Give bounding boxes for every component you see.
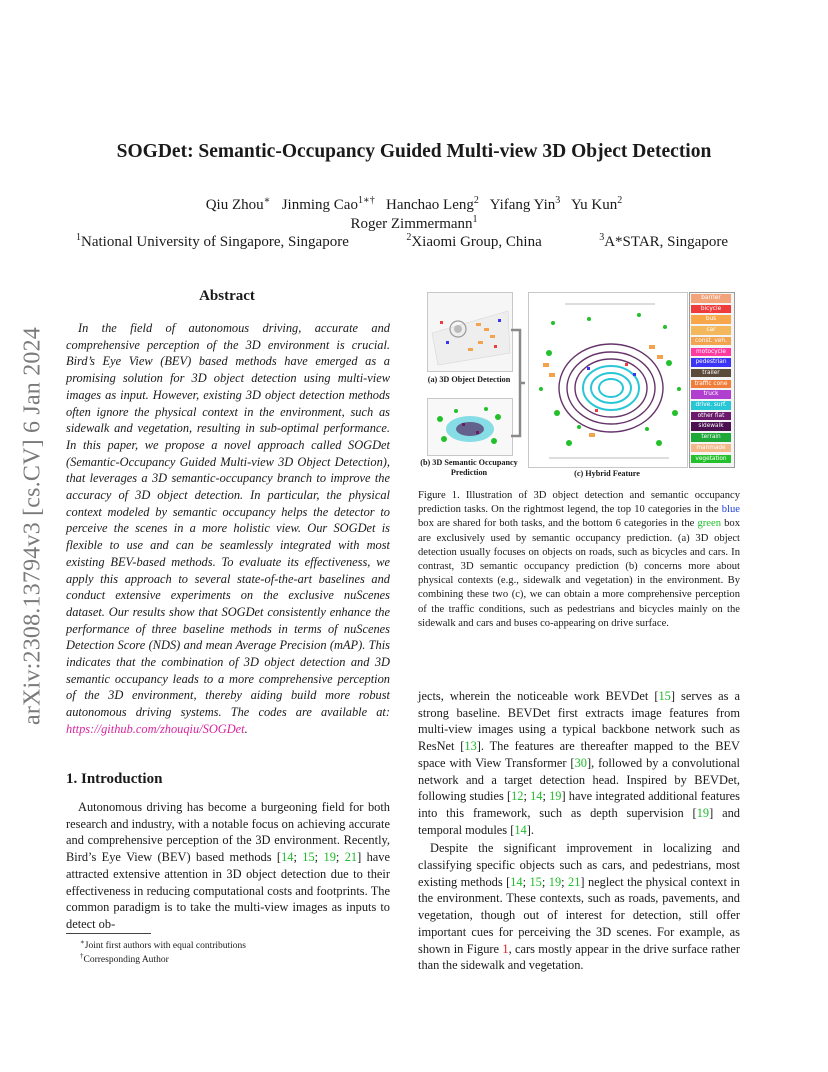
- author-mark: 2: [473, 195, 479, 206]
- author-name: Jinming Cao: [281, 197, 358, 213]
- abstract-body: [66, 320, 390, 738]
- caption-text: Figure 1. Illustration of 3D object detection and semantic occupancy prediction tasks. On the rightmost legend, the top 10 categories in the: [418, 490, 740, 516]
- caption-blue-word: blue: [721, 504, 740, 516]
- author-name: Yu Kun: [571, 197, 618, 213]
- legend-item-bicycle: bicycle: [691, 305, 731, 314]
- citation-link[interactable]: 19: [323, 850, 336, 865]
- citation-link[interactable]: 14: [281, 850, 294, 865]
- object-detection-render: [428, 293, 512, 371]
- arxiv-id: arXiv:2308.13794v3 [cs.CV] 6 Jan 2024: [19, 326, 46, 726]
- figure-panel-semantic-occupancy: [427, 398, 513, 456]
- legend-item-construction-vehicle: const. veh.: [691, 337, 731, 346]
- caption-text: box are exclusively used by semantic occupancy prediction. (a) 3D object detection usually focuses on objects on roads, such as bicycles and cars. In contrast, 3D semantic occupancy prediction (b) concerns more about physical contexts (e.g., sidewalk and vegetation) in the environment. By combining these two (c), we can obtain a more comprehensive perception of the traffic conditions, such as pedestrians and bicycles mainly on the sidewalk and cars and buses co-appearing on drive surface.: [418, 518, 740, 629]
- figure-label-c: (c) Hybrid Feature: [574, 469, 640, 478]
- intro-text: Autonomous driving has become a burgeoning field for both research and industry, with a notable focus on achieving accurate and comprehensive perception of the 3D environment. Recently, Bird’s Eye View (BEV) based methods [: [66, 800, 390, 865]
- hybrid-feature-render: [529, 293, 687, 467]
- legend-item-motorcycle: motocycle: [691, 348, 731, 357]
- citation-link[interactable]: 30: [574, 755, 587, 770]
- citation-link[interactable]: 14: [530, 789, 543, 804]
- affiliations: [76, 232, 728, 251]
- footnote-rule: [66, 933, 151, 934]
- authors-line-1: [60, 195, 768, 214]
- body-text: ].: [526, 822, 534, 837]
- citation-link[interactable]: 15: [302, 850, 315, 865]
- body-text: jects, wherein the noticeable work BEVDet [: [418, 689, 659, 703]
- footnote-text: Joint first authors with equal contributions: [84, 941, 246, 952]
- abstract-text: In the field of autonomous driving, accurate and comprehensive perception of the 3D environment is crucial. Bird’s Eye View (BEV) based methods have emerged as a promising solution for 3D object detection using multi-view images as input. However, existing 3D object detection methods often ignore the physical context in the environment, such as sidewalk and vegetation, resulting in sub-optimal performance. In this paper, we propose a novel approach called SOGDet (Semantic-Occupancy Guided Multi-view 3D Object Detection), that leverages a 3D semantic-occupancy branch to improve the accuracy of 3D object detection. In particular, the physical context modeled by semantic occupancy helps the detector to perceive the scenes in a more holistic view. Our SOGDet is flexible to use and can be seamlessly integrated with most existing BEV-based methods. To evaluate its effectiveness, we apply this approach to several state-of-the-art baselines and conduct extensive experiments on the exclusive nuScenes dataset. Our results show that SOGDet consistently enhance the performance of three baseline methods in terms of nuScenes Detection Score (NDS) and mean Average Precision (mAP). This indicates that the combination of 3D object detection and 3D semantic occupancy leads to a more comprehensive perception of the 3D environment, thereby aiding build more robust autonomous driving systems. The codes are available at:: [66, 321, 390, 720]
- footnote: [80, 938, 246, 951]
- footnote: [80, 952, 169, 965]
- affiliation-text: National University of Singapore, Singapore: [81, 234, 349, 250]
- citation-link[interactable]: 14: [514, 822, 527, 837]
- legend-item-vegetation: vegetation: [691, 455, 731, 464]
- citation-link[interactable]: 14: [510, 874, 523, 889]
- author-mark: 1: [472, 214, 478, 225]
- figure-caption: [418, 489, 740, 631]
- author-name: Qiu Zhou: [205, 197, 264, 213]
- author-mark: 3: [555, 195, 561, 206]
- affiliation-text: A*STAR, Singapore: [604, 234, 728, 250]
- citation-link[interactable]: 19: [696, 805, 710, 820]
- caption-green-word: green: [697, 518, 721, 530]
- section-heading-introduction: 1. Introduction: [66, 771, 163, 787]
- abstract-heading: Abstract: [199, 288, 255, 304]
- affiliation: [76, 232, 349, 251]
- body-text: ] neglect the physical context in the environment. These contexts, such as roads, pavements, and vegetation, though out of interest for detection, still offer important cues for perceiving the 3D scenes. For example, as shown in Figure: [418, 874, 740, 956]
- citation-link[interactable]: 19: [548, 874, 562, 889]
- affiliation: [406, 232, 541, 251]
- citation-link[interactable]: 12: [511, 789, 524, 804]
- author-name: Yifang Yin: [489, 197, 556, 213]
- affiliation: [599, 232, 728, 251]
- figure-panel-hybrid: [528, 292, 688, 468]
- legend-item-traffic-cone: traffic cone: [691, 380, 731, 389]
- body-text: ], followed by a convolutional network and a target detection head. Inspired by BEVDet, following studies [: [418, 755, 740, 804]
- body-text: ] have integrated additional features into this framework, such as depth supervision [: [418, 789, 740, 820]
- legend-item-truck: truck: [691, 390, 731, 399]
- body-text: ]. The features are thereafter mapped to the BEV space with View Transformer [: [418, 739, 740, 770]
- citation-link[interactable]: 21: [568, 874, 581, 889]
- abstract-end: .: [244, 721, 248, 736]
- body-paragraph: Despite the significant improvement in localizing and classifying specific objects such as cars, and pedestrians, most existing methods [14; 15; 19; 21] neglect the physical context in the environment. These contexts, such as roads, pavements, and vegetation, though out of interest for detection, still offer important cues for perceiving the 3D scenes. For example, as shown in Figure 1, cars mostly appear in the drive surface rather than the sidewalk and vegetation.: [418, 841, 741, 973]
- author-name: Hanchao Leng: [386, 197, 474, 213]
- author-mark: 2: [617, 195, 623, 206]
- legend-item-barrier: barrier: [691, 294, 731, 303]
- body-paragraph: jects, wherein the noticeable work BEVDet [15] serves as a strong baseline. BEVDet first extracts image features from multi-view images using a typical backbone network such as ResNet [13]. The features are thereafter mapped to the BEV space with View Transformer [30], followed by a convolutional network and a target detection head. Inspired by BEVDet, following studies [12; 14; 19] have integrated additional features into this framework, such as depth supervision [19] and temporal modules [14].: [418, 689, 740, 837]
- legend-item-car: car: [691, 326, 731, 335]
- citation-link[interactable]: 15: [658, 689, 671, 703]
- body-text: ] and temporal modules [: [418, 805, 740, 837]
- legend-item-pedestrian: pedestrian: [691, 358, 731, 367]
- code-link[interactable]: https://github.com/zhouqiu/SOGDet: [66, 721, 245, 736]
- arxiv-sidebar: [14, 296, 52, 756]
- legend-item-drive-surface: drive. surf.: [691, 401, 731, 410]
- figure-connector: [511, 328, 525, 438]
- affiliation-mark: 2: [406, 232, 412, 243]
- authors-line-2: [60, 214, 768, 233]
- footnote-mark: †: [80, 952, 84, 960]
- body-text: ] serves as a strong baseline. BEVDet first extracts image features from multi-view images using a typical backbone network such as ResNet [: [418, 689, 740, 754]
- legend-item-trailer: trailer: [691, 369, 731, 378]
- intro-text: ] have attracted extensive attention in 3D object detection due to their effectiveness in reducing computational costs and footprints. The common paradigm is to take the multi-view images as inputs to detect ob-: [66, 850, 391, 931]
- figure-label-b: (b) 3D Semantic Occupancy Prediction: [420, 458, 518, 477]
- author-mark: 1∗†: [357, 195, 375, 206]
- right-column-body: [418, 688, 740, 974]
- legend-item-terrain: terrain: [691, 433, 731, 442]
- author-mark: ∗: [263, 195, 271, 206]
- paper-title: SOGDet: Semantic-Occupancy Guided Multi-view 3D Object Detection: [116, 141, 712, 162]
- footnote-text: Corresponding Author: [83, 955, 169, 966]
- legend-item-bus: bus: [691, 315, 731, 324]
- legend-item-other-flat: other flat: [691, 412, 731, 421]
- body-text: Despite the significant improvement in localizing and classifying specific objects such as cars, and pedestrians, most existing methods [: [418, 841, 740, 889]
- figure-label-a: (a) 3D Object Detection: [427, 375, 511, 384]
- citation-link[interactable]: 21: [344, 850, 358, 865]
- semantic-occupancy-render: [428, 399, 512, 455]
- body-text: , cars mostly appear in the drive surface rather than the sidewalk and vegetation.: [418, 941, 741, 973]
- affiliation-mark: 1: [76, 232, 81, 243]
- author-name: Roger Zimmermann: [350, 216, 473, 232]
- citation-link[interactable]: 19: [549, 789, 562, 804]
- figure-panel-object-detection: [427, 292, 513, 372]
- footnote-mark: ∗: [80, 938, 85, 946]
- figure-reference-link[interactable]: 1: [502, 941, 509, 956]
- caption-text: box are shared for both tasks, and the bottom 6 categories in the: [418, 518, 695, 530]
- legend-item-manmade: manmade: [691, 444, 731, 453]
- citation-link[interactable]: 13: [464, 739, 477, 754]
- intro-paragraph: Autonomous driving has become a burgeoning field for both research and industry, with a notable focus on achieving accurate and comprehensive perception of the 3D environment. Recently, Bird’s Eye View (BEV) based methods [14; 15; 19; 21] have attracted extensive attention in 3D object detection due to their effectiveness in reducing computational costs and footprints. The common paradigm is to take the multi-view images as inputs to detect ob-: [66, 800, 391, 931]
- citation-link[interactable]: 15: [529, 874, 542, 889]
- affiliation-mark: 3: [599, 232, 605, 243]
- affiliation-text: Xiaomi Group, China: [411, 234, 542, 250]
- legend-item-sidewalk: sidewalk: [691, 422, 731, 431]
